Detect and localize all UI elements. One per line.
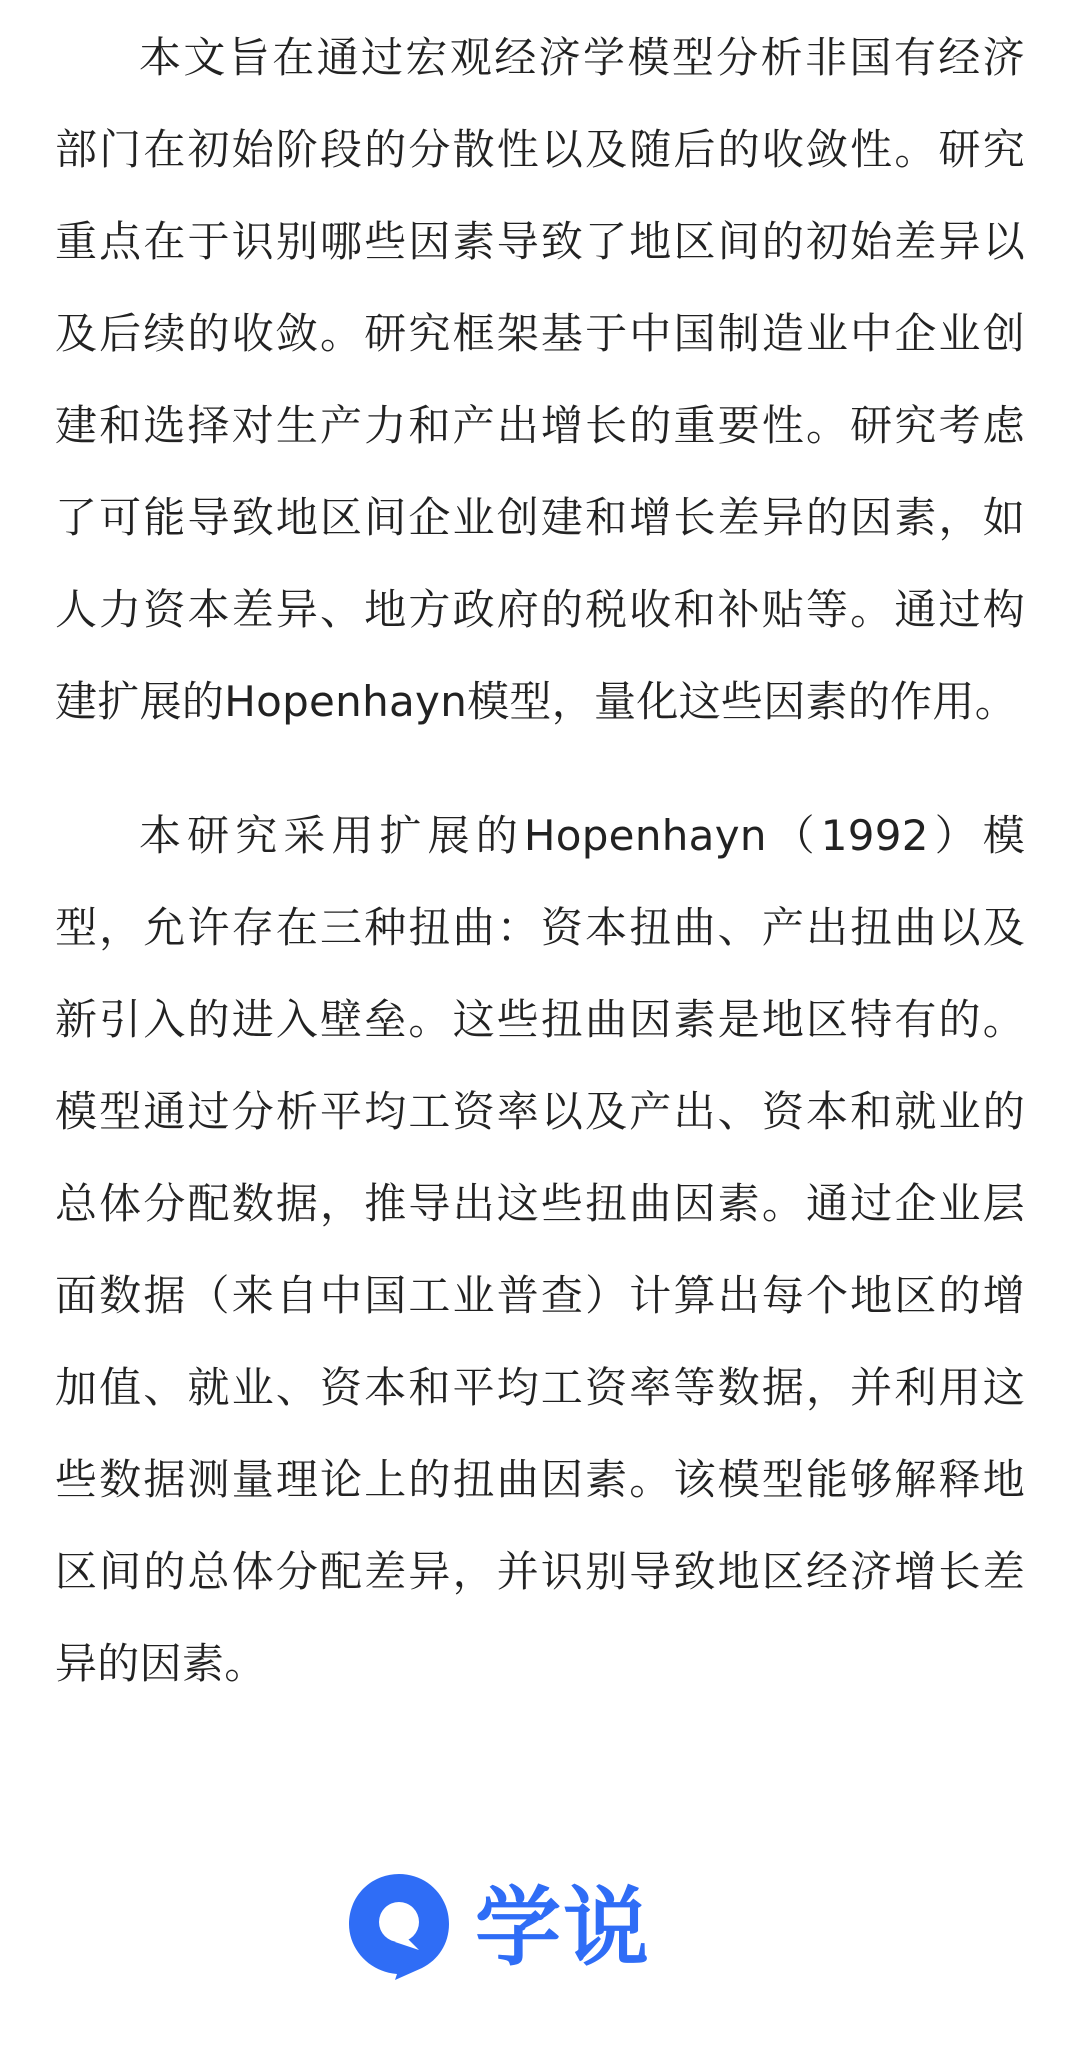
brand-name: 学说	[475, 1878, 651, 1978]
speech-bubble-logo-icon	[345, 1870, 453, 1986]
brand-footer	[345, 1868, 651, 1988]
paragraph-2: 本研究采用扩展的Hopenhayn（1992）模型，允许存在三种扭曲：资本扭曲、产出扭曲以及新引入的进入壁垒。这些扭曲因素是地区特有的。模型通过分析平均工资率以及产出、资本和就业的总体分配数据，推导出这些扭曲因素。通过企业层面数据（来自中国工业普查）计算出每个地区的增加值、就业、资本和平均工资率等数据，并利用这些数据测量理论上的扭曲因素。该模型能够解释地区间的总体分配差异，并识别导致地区经济增长差异的因素。	[55, 811, 1025, 1688]
paragraph-1: 本文旨在通过宏观经济学模型分析非国有经济部门在初始阶段的分散性以及随后的收敛性。研究重点在于识别哪些因素导致了地区间的初始差异以及后续的收敛。研究框架基于中国制造业中企业创建和选择对生产力和产出增长的重要性。研究考虑了可能导致地区间企业创建和增长差异的因素，如人力资本差异、地方政府的税收和补贴等。通过构建扩展的Hopenhayn模型，量化这些因素的作用。	[55, 33, 1025, 726]
article-body	[55, 12, 1025, 1710]
